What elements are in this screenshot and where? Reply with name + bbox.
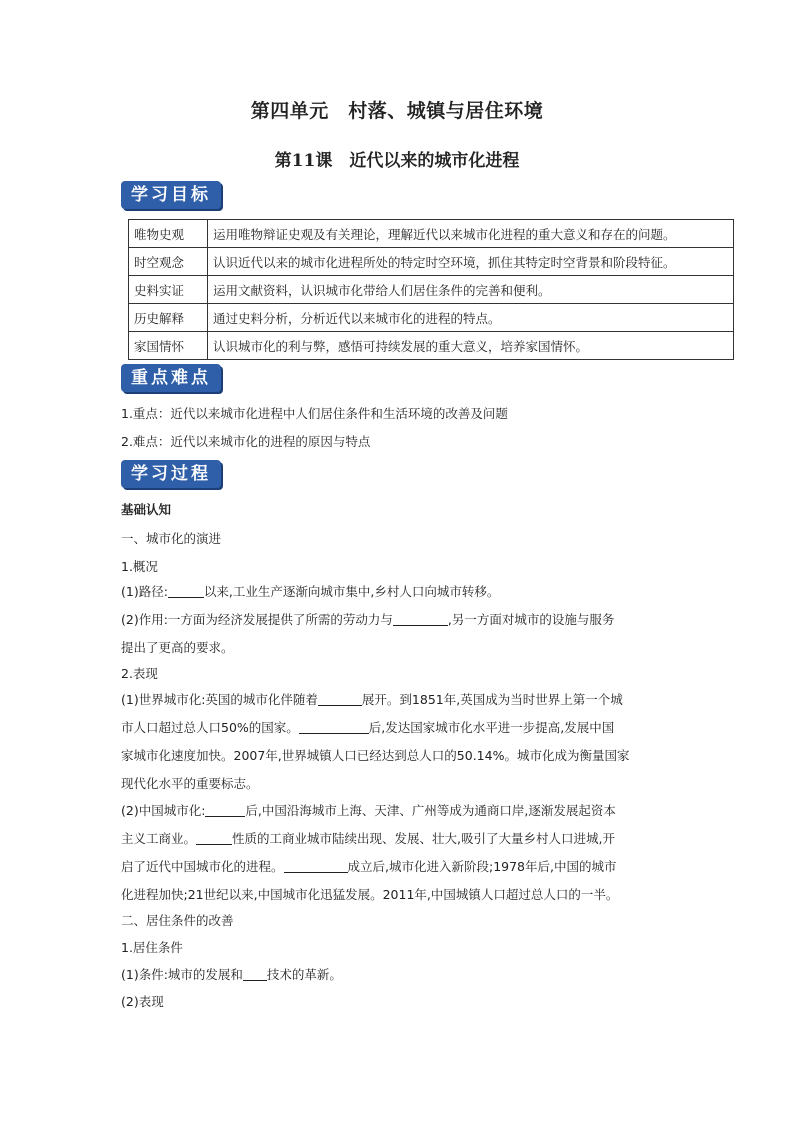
paragraph [121, 582, 499, 600]
text: (1)路径: [121, 584, 168, 599]
fill-blank[interactable] [168, 585, 204, 598]
text: 市人口超过总人口50%的国家。 [121, 720, 299, 735]
paragraph [121, 718, 614, 736]
fill-blank[interactable] [393, 613, 448, 626]
key-points-badge: 重点难点 [121, 364, 221, 392]
text: (1)条件:城市的发展和 [121, 967, 243, 982]
basic-heading: 基础认知 [121, 502, 172, 517]
subsection-heading: 1.居住条件 [121, 940, 183, 955]
text: 成立后,城市化进入新阶段;1978年后,中国的城市 [347, 859, 617, 874]
text: 启了近代中国城市化的进程。 [121, 859, 284, 874]
text: (1)世界城市化:英国的城市化伴随着 [121, 692, 318, 707]
paragraph: 提出了更高的要求。 [121, 640, 234, 655]
subsection-heading: 1.概况 [121, 559, 158, 574]
subsection-heading: (2)表现 [121, 994, 164, 1009]
subsection-heading: 2.表现 [121, 666, 158, 681]
table-row [129, 248, 734, 276]
goals-table [128, 219, 734, 360]
text: 以来,工业生产逐渐向城市集中,乡村人口向城市转移。 [203, 584, 500, 599]
unit-title: 第四单元 村落、城镇与居住环境 [250, 100, 544, 122]
goal-key: 唯物史观 [129, 220, 208, 248]
text: 后,发达国家城市化水平进一步提高,发展中国 [368, 720, 615, 735]
goal-value: 运用文献资料，认识城市化带给人们居住条件的完善和便利。 [208, 276, 734, 304]
text: ,另一方面对城市的设施与服务 [447, 612, 615, 627]
goal-key: 历史解释 [129, 304, 208, 332]
text: 技术的革新。 [266, 967, 342, 982]
paragraph [121, 610, 614, 628]
text: 性质的工商业城市陆续出现、发展、壮大,吸引了大量乡村人口进城,开 [232, 831, 615, 846]
goal-value: 通过史料分析，分析近代以来城市化的进程的特点。 [208, 304, 734, 332]
paragraph: 家城市化速度加快。2007年,世界城镇人口已经达到总人口的50.14%。城市化成为衡量国家 [121, 748, 630, 763]
fill-blank[interactable] [243, 968, 267, 981]
table-row [129, 332, 734, 360]
goal-value: 认识近代以来的城市化进程所处的特定时空环境，抓住其特定时空背景和阶段特征。 [208, 248, 734, 276]
paragraph: 化进程加快;21世纪以来,中国城市化迅猛发展。2011年,中国城镇人口超过总人口的一半。 [121, 887, 619, 902]
table-row [129, 304, 734, 332]
text: 主义工商业。 [121, 831, 197, 846]
text: (2)作用:一方面为经济发展提供了所需的劳动力与 [121, 612, 393, 627]
fill-blank[interactable] [205, 804, 245, 817]
goal-key: 时空观念 [129, 248, 208, 276]
goals-badge: 学习目标 [121, 181, 221, 209]
table-row [129, 220, 734, 248]
key-point: 1.重点：近代以来城市化进程中人们居住条件和生活环境的改善及问题 [121, 406, 508, 421]
text: 后,中国沿海城市上海、天津、广州等成为通商口岸,逐渐发展起资本 [245, 803, 616, 818]
fill-blank[interactable] [284, 860, 348, 873]
paragraph [121, 857, 617, 875]
fill-blank[interactable] [196, 832, 232, 845]
text: 展开。到1851年,英国成为当时世界上第一个城 [361, 692, 623, 707]
difficult-point: 2.难点：近代以来城市化的进程的原因与特点 [121, 434, 371, 449]
goal-value: 认识城市化的利与弊，感悟可持续发展的重大意义，培养家国情怀。 [208, 332, 734, 360]
paragraph [121, 965, 342, 983]
text: (2)中国城市化: [121, 803, 206, 818]
paragraph: 现代化水平的重要标志。 [121, 776, 259, 791]
fill-blank[interactable] [299, 721, 369, 734]
section-heading: 一、城市化的演进 [121, 531, 222, 546]
lesson-title: 第11课 近代以来的城市化进程 [274, 151, 520, 171]
process-badge: 学习过程 [121, 460, 221, 488]
section-heading: 二、居住条件的改善 [121, 913, 234, 928]
goal-value: 运用唯物辩证史观及有关理论，理解近代以来城市化进程的重大意义和存在的问题。 [208, 220, 734, 248]
fill-blank[interactable] [318, 693, 362, 706]
paragraph [121, 829, 615, 847]
table-row [129, 276, 734, 304]
paragraph [121, 801, 616, 819]
goal-key: 史料实证 [129, 276, 208, 304]
paragraph [121, 690, 623, 708]
goal-key: 家国情怀 [129, 332, 208, 360]
